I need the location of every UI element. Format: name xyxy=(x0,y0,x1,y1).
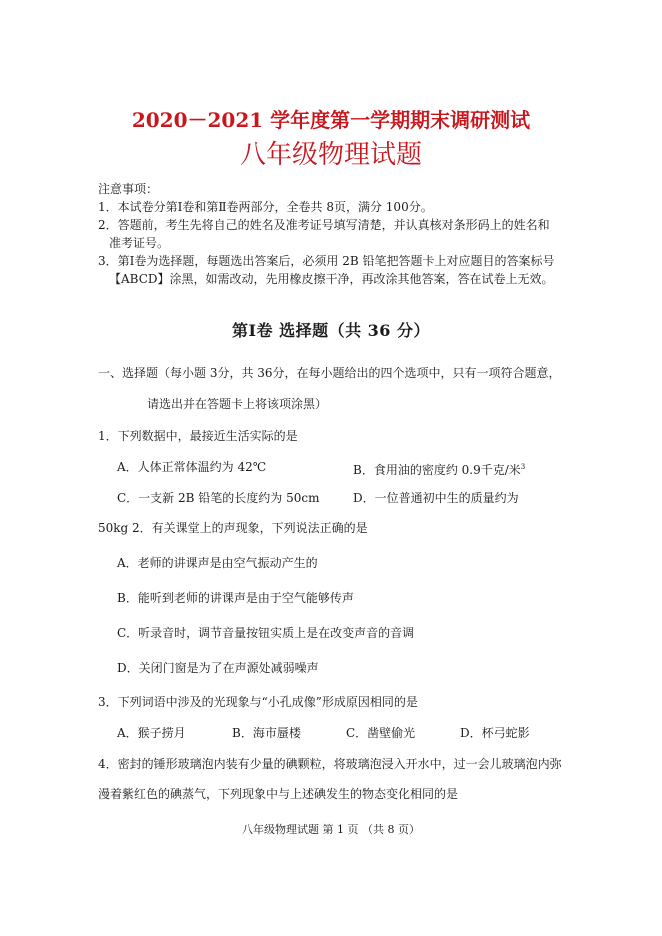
page-footer: 八年级物理试题 第 1 页 （共 8 页） xyxy=(242,823,420,836)
section-instruction-cont: 请选出并在答题卡上将该项涂黑） xyxy=(147,397,328,411)
notes-item: 3．第Ⅰ卷为选择题，每题选出答案后，必须用 2B 铅笔把答题卡上对应题目的答案标号 xyxy=(98,254,555,268)
question-stem: 3．下列词语中涉及的光现象与“小孔成像”形成原因相同的是 xyxy=(98,695,418,709)
notes-item: 2．答题前，考生先将自己的姓名及准考证号填写清楚，并认真核对条形码上的姓名和 xyxy=(98,218,550,232)
question-stem: 4．密封的锤形玻璃泡内装有少量的碘颗粒，将玻璃泡浸入开水中，过一会儿玻璃泡内弥 xyxy=(98,757,562,771)
option-d: D．一位普通初中生的质量约为 xyxy=(353,491,519,505)
option-c: C．凿壁偷光 xyxy=(346,726,416,740)
option-c: C．一支新 2B 铅笔的长度约为 50cm xyxy=(117,491,320,505)
section-title: 第Ⅰ卷 选择题（共 36 分） xyxy=(232,321,430,340)
option-b xyxy=(353,459,525,478)
question-stem: 50kg 2．有关课堂上的声现象，下列说法正确的是 xyxy=(98,521,368,535)
notes-item: 【ABCD】涂黑，如需改动，先用橡皮擦干净，再改涂其他答案，答在试卷上无效。 xyxy=(109,272,554,286)
option-a: A．人体正常体温约为 42℃ xyxy=(117,460,267,474)
option-b: B．能听到老师的讲课声是由于空气能够传声 xyxy=(117,591,354,605)
option-d: D．关闭门窗是为了在声源处减弱噪声 xyxy=(117,661,319,675)
section-instruction: 一、选择题（每小题 3分，共 36分，在每小题给出的四个选项中，只有一项符合题意， xyxy=(98,366,561,380)
option-a: A．老师的讲课声是由空气振动产生的 xyxy=(117,556,318,570)
option-b-text: B．食用油的密度约 0.9千克/米 xyxy=(353,463,521,477)
notes-item: 1．本试卷分第Ⅰ卷和第Ⅱ卷两部分，全卷共 8页，满分 100分。 xyxy=(98,200,433,214)
question-stem-cont: 漫着紫红色的碘蒸气，下列现象中与上述碘发生的物态变化相同的是 xyxy=(98,787,459,801)
exam-subject-title: 八年级物理试题 xyxy=(239,140,422,170)
notes-heading: 注意事项： xyxy=(98,182,159,196)
option-a: A．猴子捞月 xyxy=(117,726,186,740)
option-b: B．海市蜃楼 xyxy=(232,726,301,740)
superscript-exponent: 3 xyxy=(520,463,526,471)
question-stem: 1．下列数据中，最接近生活实际的是 xyxy=(98,429,298,443)
option-c: C．听录音时，调节音量按钮实质上是在改变声音的音调 xyxy=(117,626,415,640)
exam-year-title: 2020－2021 学年度第一学期期末调研测试 xyxy=(131,108,531,132)
notes-item: 准考证号。 xyxy=(109,236,170,250)
option-d: D．杯弓蛇影 xyxy=(460,726,530,740)
